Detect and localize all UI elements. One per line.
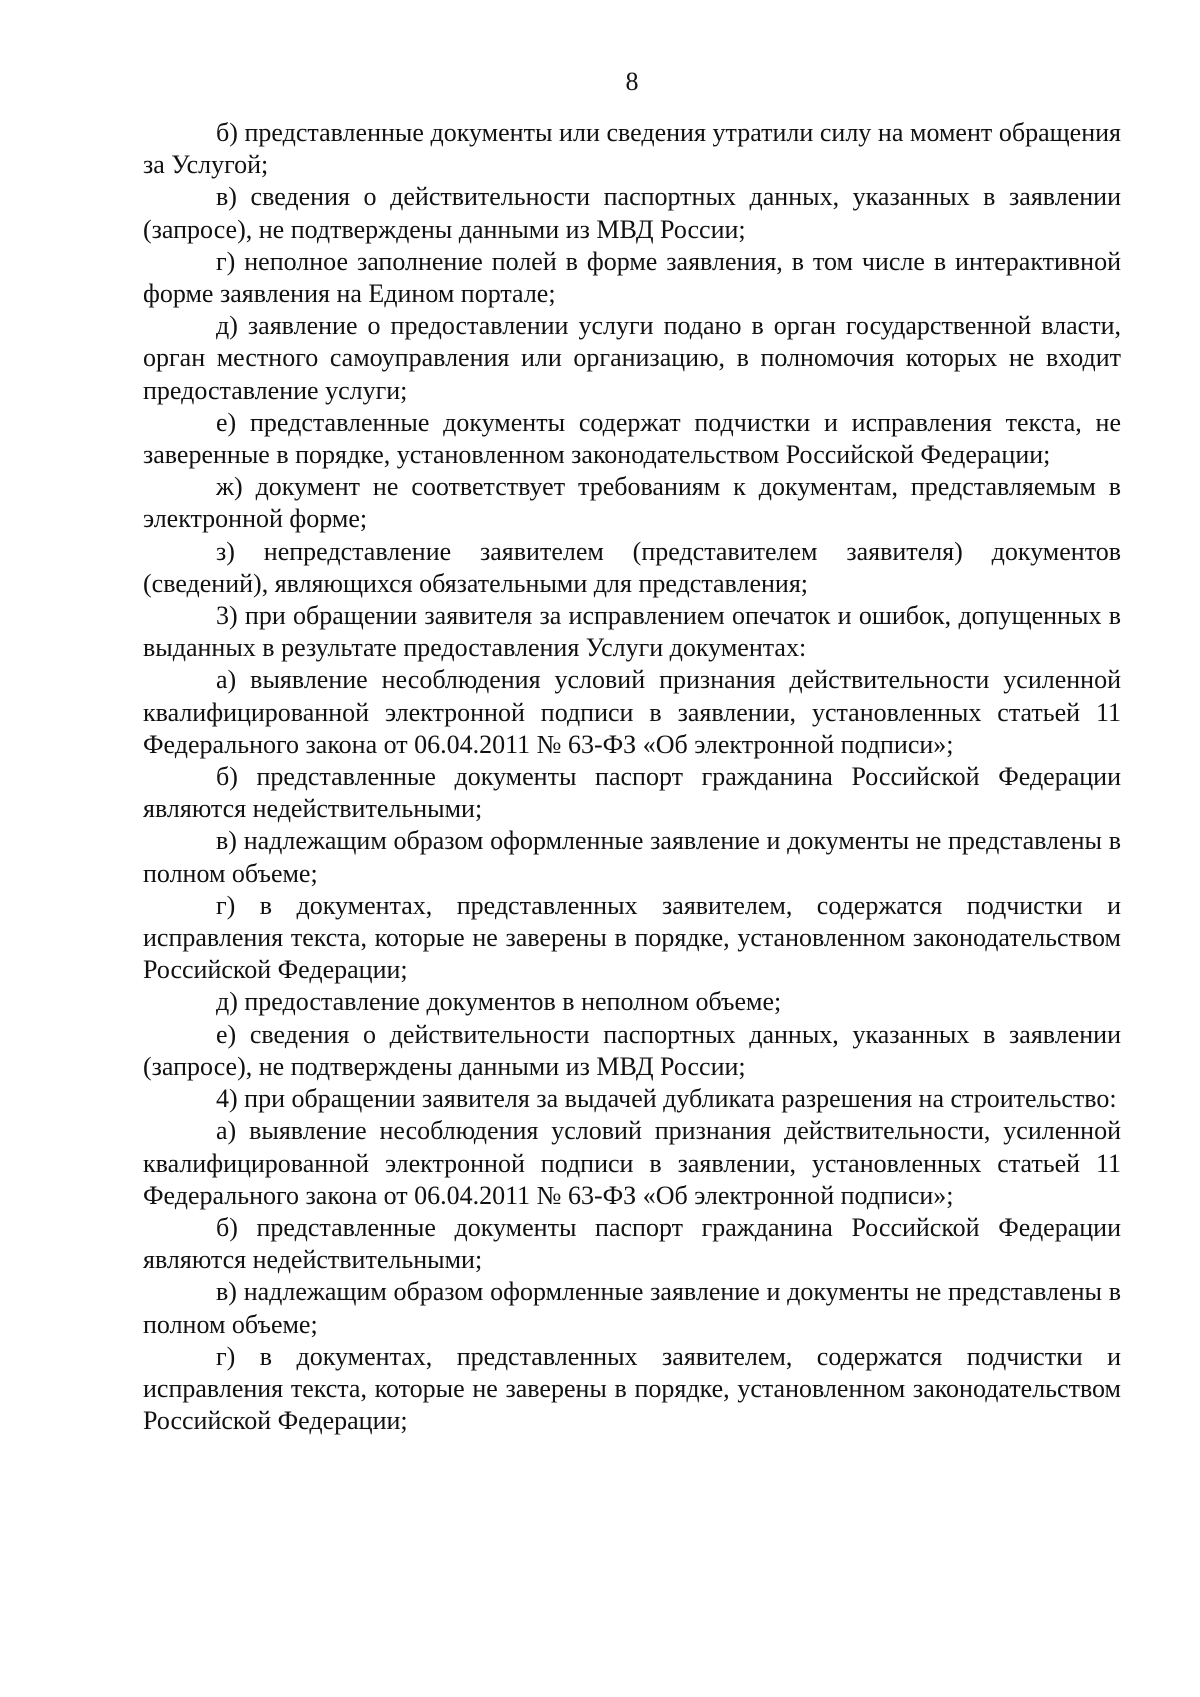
paragraph-3g-erasures: г) в документах, представленных заявителем, содержатся подчистки и исправления текста, которые не заверены в порядке, установленном законодательством Российской Федерации; [143, 890, 1121, 985]
paragraph-3v-incomplete-submission: в) надлежащим образом оформленные заявление и документы не представлены в полном объеме; [143, 826, 1121, 888]
paragraph-3e-passport-data-unconfirmed: е) сведения о действительности паспортных данных, указанных в заявлении (запросе), не подтверждены данными из МВД России; [143, 1019, 1121, 1081]
document-body [143, 117, 1121, 1437]
paragraph-g-incomplete-form: г) неполное заполнение полей в форме заявления, в том числе в интерактивной форме заявления на Едином портале; [143, 246, 1121, 309]
page-number: 8 [625, 67, 639, 96]
paragraph-d-wrong-authority: д) заявление о предоставлении услуги подано в орган государственной власти, орган местного самоуправления или организацию, в полномочия которых не входит предоставление услуги; [143, 311, 1121, 405]
paragraph-4-duplicate-request: 4) при обращении заявителя за выдачей дубликата разрешения на строительство: [216, 1084, 1117, 1114]
paragraph-3a-signature-invalid: а) выявление несоблюдения условий признания действительности усиленной квалифицированной электронной подписи в заявлении, установленных статьей 11 Федерального закона от 06.04.2011 № 63-ФЗ «Об электронной подписи»; [143, 665, 1121, 759]
paragraph-4g-erasures: г) в документах, представленных заявителем, содержатся подчистки и исправления текста, которые не заверены в порядке, установленном законодательством Российской Федерации; [143, 1341, 1121, 1436]
paragraph-3b-passport-invalid: б) представленные документы паспорт гражданина Российской Федерации являются недействительными; [143, 762, 1121, 824]
paragraph-z-missing-documents: з) непредставление заявителем (представителем заявителя) документов (сведений), являющихся обязательными для представления; [143, 536, 1121, 598]
paragraph-v-passport-data-unconfirmed: в) сведения о действительности паспортных данных, указанных в заявлении (запросе), не подтверждены данными из МВД России; [143, 182, 1121, 244]
paragraph-e-erasures: е) представленные документы содержат подчистки и исправления текста, не заверенные в порядке, установленном законодательством Российской Федерации; [143, 407, 1121, 470]
paragraph-4v-incomplete-submission: в) надлежащим образом оформленные заявление и документы не представлены в полном объеме; [143, 1277, 1121, 1339]
paragraph-4a-signature-invalid: а) выявление несоблюдения условий признания действительности, усиленной квалифицированной электронной подписи в заявлении, установленных статьей 11 Федерального закона от 06.04.2011 № 63-ФЗ «Об электронной подписи»; [143, 1116, 1121, 1210]
paragraph-zh-electronic-form-requirements: ж) документ не соответствует требованиям к документам, представляемым в электронной форме; [143, 472, 1121, 534]
paragraph-3d-incomplete-documents: д) предоставление документов в неполном объеме; [216, 987, 782, 1017]
paragraph-3-corrections-request: 3) при обращении заявителя за исправлением опечаток и ошибок, допущенных в выданных в результате предоставления Услуги документах: [143, 601, 1121, 663]
paragraph-b-outdated-documents: б) представленные документы или сведения утратили силу на момент обращения за Услугой; [143, 118, 1121, 180]
paragraph-4b-passport-invalid: б) представленные документы паспорт гражданина Российской Федерации являются недействительными; [143, 1212, 1121, 1275]
